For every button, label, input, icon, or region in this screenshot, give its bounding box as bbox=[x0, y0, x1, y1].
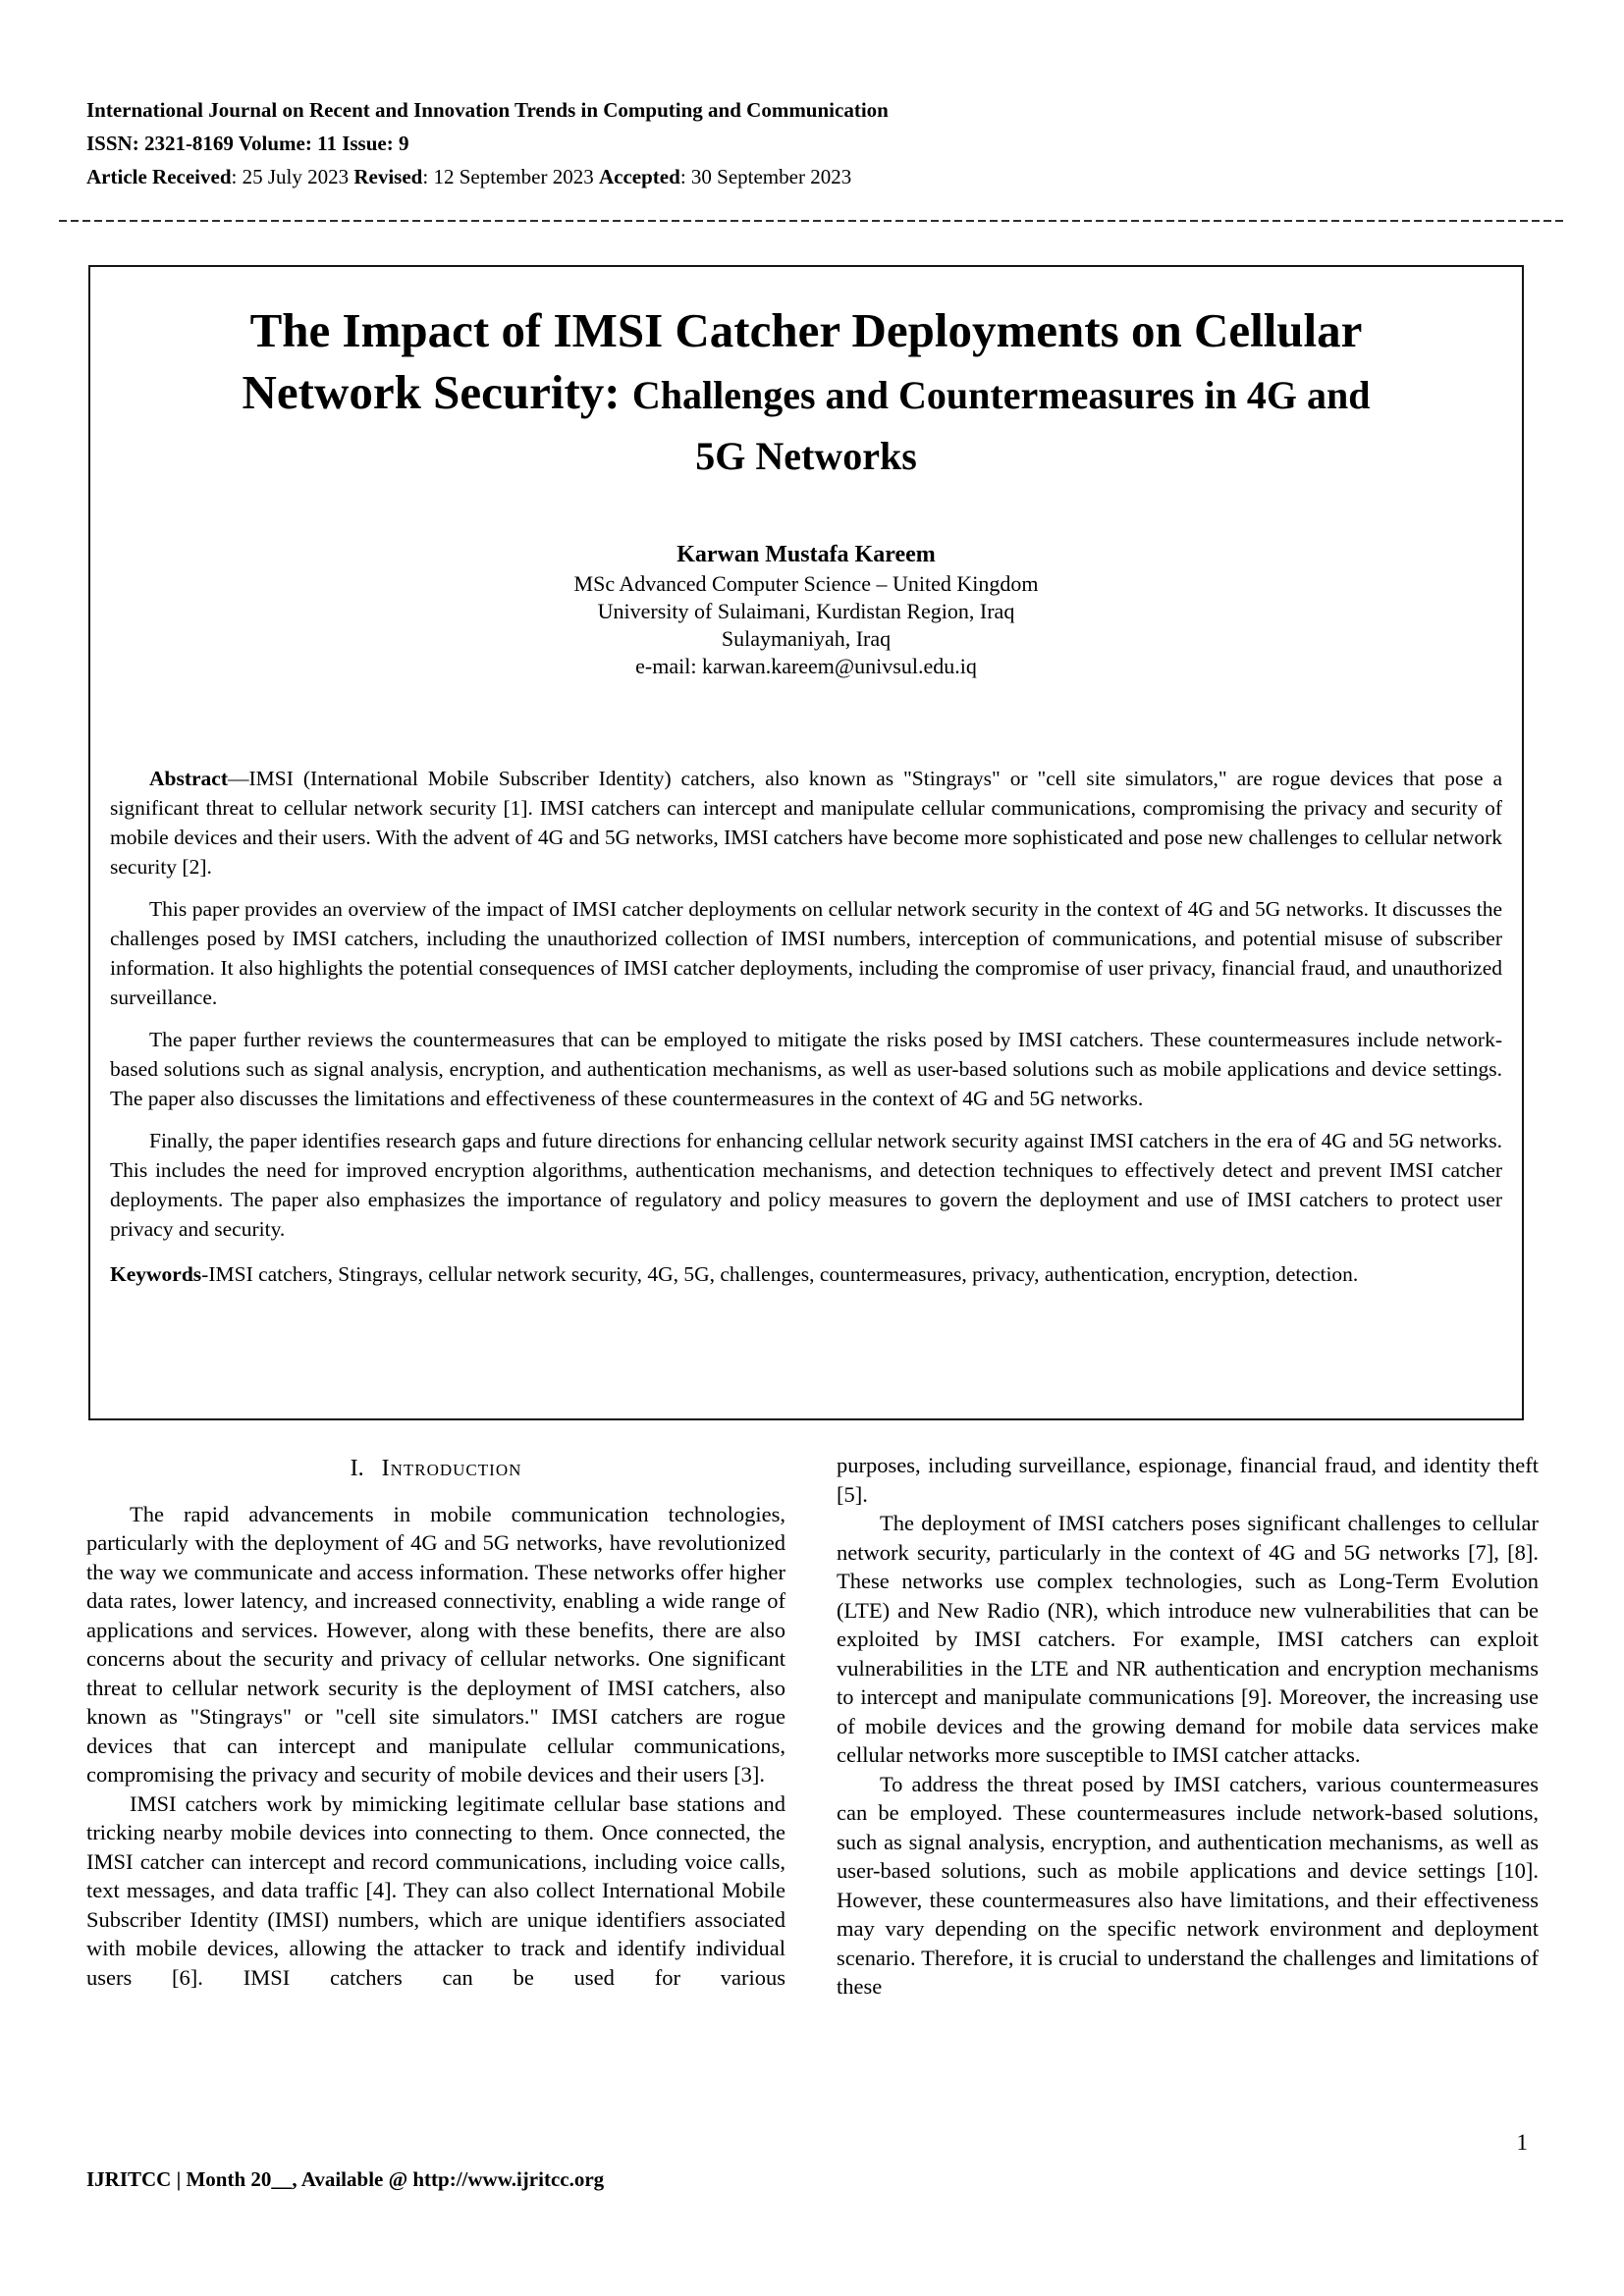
paper-title bbox=[242, 300, 1371, 485]
revised-date: : 12 September 2023 bbox=[422, 165, 599, 188]
issn-volume-issue: ISSN: 2321-8169 Volume: 11 Issue: 9 bbox=[86, 132, 409, 155]
intro-paragraph: To address the threat posed by IMSI catchers, various countermeasures can be employed. These countermeasures include network-based solutions, such as signal analysis, encryption, and authentication mechanisms, as well as user-based solutions, such as mobile applications and device settings [10]. However, these countermeasures also have limitations, and their effectiveness may vary depending on the specific network environment and deployment scenario. Therefore, it is crucial to understand the challenges and limitations of these bbox=[837, 1771, 1539, 1999]
author-email: e-mail: karwan.kareem@univsul.edu.iq bbox=[635, 654, 977, 679]
body-columns bbox=[86, 1451, 1539, 2002]
section-number: I. bbox=[350, 1456, 364, 1481]
paper-title-main: The Impact of IMSI Catcher Deployments on Cellular Network Security: bbox=[242, 303, 1363, 419]
journal-footer: IJRITCC | Month 20__, Available @ http://www.ijritcc.org bbox=[86, 2167, 605, 2191]
right-column bbox=[837, 1451, 1539, 2002]
intro-paragraph: IMSI catchers work by mimicking legitimate cellular base stations and tricking nearby mobile devices into connecting to them. Once connected, the IMSI catcher can intercept and record communications, including voice calls, text messages, and data traffic [4]. They can also collect International Mobile Subscriber Identity (IMSI) numbers, which are unique identifiers associated with mobile devices, allowing the attacker to track and identify individual users [6]. IMSI catchers can be used for various bbox=[86, 1790, 785, 1990]
section-title: Introduction bbox=[381, 1456, 522, 1481]
author-block bbox=[110, 540, 1502, 680]
abstract-paragraph: Finally, the paper identifies research gaps and future directions for enhancing cellular network security against IMSI catchers in the era of 4G and 5G networks. This includes the need for improved encryption algorithms, authentication mechanisms, and detection techniques to effectively detect and prevent IMSI catcher deployments. The paper also emphasizes the importance of regulatory and policy measures to govern the deployment and use of IMSI catchers to protect user privacy and security. bbox=[110, 1128, 1502, 1241]
received-date: : 25 July 2023 bbox=[231, 165, 354, 188]
article-dates-line bbox=[86, 160, 1565, 193]
author-name: Karwan Mustafa Kareem bbox=[677, 542, 936, 568]
title-abstract-box bbox=[88, 265, 1524, 1420]
keywords-text: -IMSI catchers, Stingrays, cellular network security, 4G, 5G, challenges, countermeasures, privacy, authentication, encryption, detection. bbox=[201, 1261, 1359, 1286]
abstract-paragraph-text: —IMSI (International Mobile Subscriber Identity) catchers, also known as "Stingrays" or "cell site simulators," are rogue devices that pose a significant threat to cellular network security [1]. IMSI catchers can intercept and manipulate cellular communications, compromising the privacy and security of mobile devices and their users. With the advent of 4G and 5G networks, IMSI catchers have become more sophisticated and pose new challenges to cellular network security [2]. bbox=[110, 766, 1502, 879]
left-column bbox=[86, 1451, 785, 2002]
dashed-divider bbox=[59, 220, 1567, 222]
author-city: Sulaymaniyah, Iraq bbox=[721, 626, 892, 652]
paper-title-subtitle: Challenges and Countermeasures in 4G and 5G Networks bbox=[631, 372, 1371, 479]
revised-label: Revised bbox=[353, 165, 423, 188]
intro-paragraph: The rapid advancements in mobile communication technologies, particularly with the deployment of 4G and 5G networks, have revolutionized the way we communicate and access information. These networks offer higher data rates, lower latency, and increased connectivity, enabling a wide range of applications and services. However, along with these benefits, there are also concerns about the security and privacy of cellular networks. One significant threat to cellular network security is the deployment of IMSI catchers, also known as "Stingrays" or "cell site simulators." IMSI catchers are rogue devices that can intercept and manipulate cellular communications, compromising the privacy and security of mobile devices and their users [3]. bbox=[86, 1501, 785, 1787]
journal-name: International Journal on Recent and Innovation Trends in Computing and Communication bbox=[86, 98, 889, 122]
keywords-label: Keywords bbox=[110, 1261, 202, 1286]
journal-header bbox=[86, 93, 1565, 193]
received-label: Article Received bbox=[86, 165, 232, 188]
abstract-paragraph: The paper further reviews the countermeasures that can be employed to mitigate the risks posed by IMSI catchers. These countermeasures include network-based solutions such as signal analysis, encryption, and authentication mechanisms, as well as user-based solutions such as mobile applications and device settings. The paper also discusses the limitations and effectiveness of these countermeasures in the context of 4G and 5G networks. bbox=[110, 1027, 1502, 1110]
section-heading-introduction bbox=[86, 1455, 785, 1484]
abstract-section bbox=[110, 764, 1502, 1289]
author-affiliation: University of Sulaimani, Kurdistan Region, Iraq bbox=[597, 599, 1015, 624]
accepted-date: : 30 September 2023 bbox=[679, 165, 852, 188]
author-degree: MSc Advanced Computer Science – United Kingdom bbox=[573, 570, 1039, 596]
intro-paragraph: The deployment of IMSI catchers poses significant challenges to cellular network security, particularly in the context of 4G and 5G networks [7], [8]. These networks use complex technologies, such as Long-Term Evolution (LTE) and New Radio (NR), which introduce new vulnerabilities that can be exploited by IMSI catchers. For example, IMSI catchers can exploit vulnerabilities in the LTE and NR authentication and encryption mechanisms to intercept and manipulate communications [9]. Moreover, the increasing use of mobile devices and the growing demand for mobile data services make cellular networks more susceptible to IMSI catcher attacks. bbox=[837, 1511, 1539, 1767]
abstract-paragraph bbox=[110, 764, 1502, 881]
abstract-label: Abstract bbox=[149, 766, 229, 790]
accepted-label: Accepted bbox=[599, 165, 680, 188]
page-number: 1 bbox=[1516, 2130, 1528, 2155]
intro-paragraph: purposes, including surveillance, espionage, financial fraud, and identity theft [5]. bbox=[837, 1453, 1539, 1507]
keywords-line bbox=[110, 1259, 1502, 1289]
abstract-paragraph: This paper provides an overview of the impact of IMSI catcher deployments on cellular network security in the context of 4G and 5G networks. It discusses the challenges posed by IMSI catchers, including the unauthorized collection of IMSI numbers, interception of communications, and potential misuse of subscriber information. It also highlights the potential consequences of IMSI catcher deployments, including the compromise of user privacy, financial fraud, and unauthorized surveillance. bbox=[110, 896, 1502, 1009]
